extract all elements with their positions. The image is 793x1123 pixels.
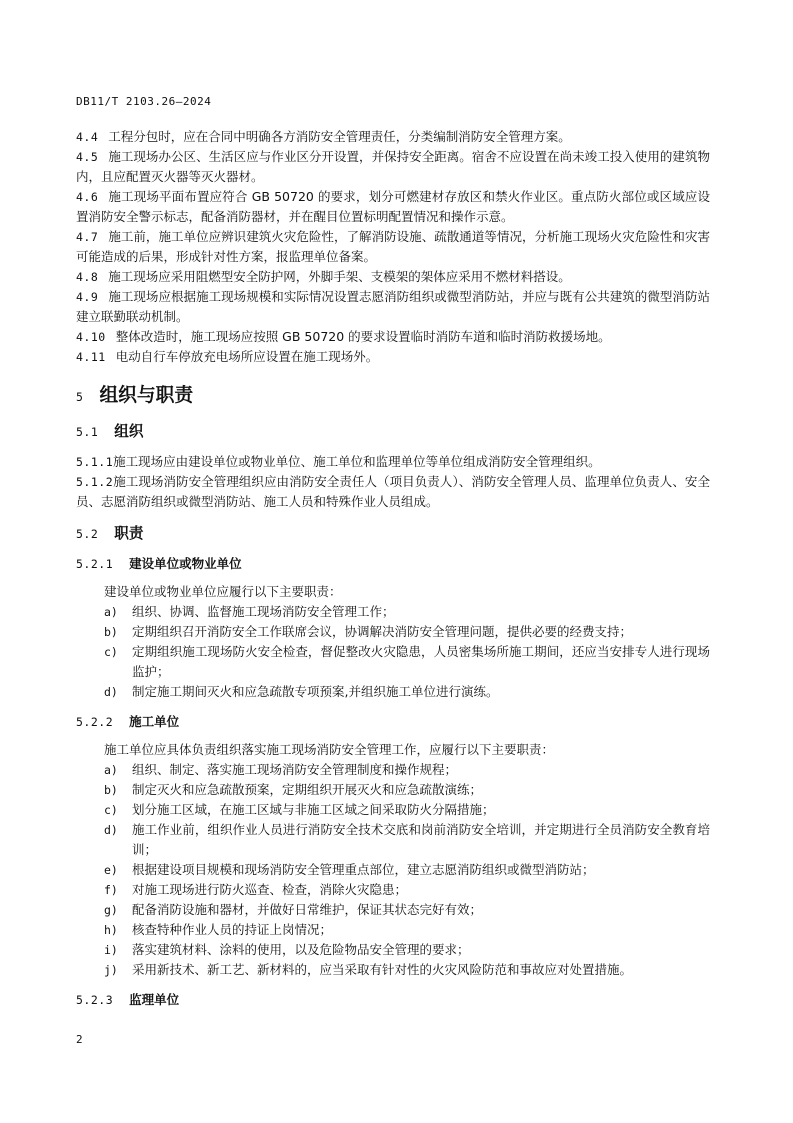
clause-4-7: 4.7 施工前，施工单位应辨识建筑火灾危险性，了解消防设施、疏散通道等情况，分析施工现场火灾危险性和灾害可能造成的后果，形成针对性方案，报监理单位备案。 [76,229,710,264]
list-item: a) 组织、协调、监督施工现场消防安全管理工作； [104,604,395,619]
list-item: e) 根据建设项目规模和现场消防安全管理重点部位，建立志愿消防组织或微型消防站； [104,862,595,877]
section-5-heading: 5 组织与职责 [76,385,194,406]
list-item: d) 制定施工期间灭火和应急疏散专项预案,并组织施工单位进行演练。 [104,684,499,699]
list-item: a) 组织、制定、落实施工现场消防安全管理制度和操作规程； [104,762,458,777]
clause-4-11: 4.11 电动自行车停放充电场所应设置在施工现场外。 [76,349,379,364]
clause-4-4: 4.4 工程分包时，应在合同中明确各方消防安全管理责任，分类编制消防安全管理方案。 [76,129,571,144]
clause-4-8: 4.8 施工现场应采用阻燃型安全防护网，外脚手架、支模架的架体应采用不燃材料搭设。 [76,269,571,284]
page-number: 2 [76,1033,83,1046]
section-5-2-1-intro: 建设单位或物业单位应履行以下主要职责： [104,584,342,599]
list-item: h) 核查特种作业人员的持证上岗情况； [104,922,333,937]
clause-4-6: 4.6 施工现场平面布置应符合 GB 50720 的要求，划分可燃建材存放区和禁火作业区。重点防火部位或区域应设置消防安全警示标志，配备消防器材，并在醒目位置标明配置情况和操作示意。 [76,189,710,224]
list-item: b) 制定灭火和应急疏散预案，定期组织开展灭火和应急疏散演练； [104,782,483,797]
list-item: f) 对施工现场进行防火巡查、检查，消除火灾隐患； [104,882,408,897]
clause-5-1-1: 5.1.1施工现场应由建设单位或物业单位、施工单位和监理单位等单位组成消防安全管理组织。 [76,454,601,469]
section-5-2-3-heading: 5.2.3 监理单位 [76,992,180,1007]
clause-4-9: 4.9 施工现场应根据施工现场规模和实际情况设置志愿消防组织或微型消防站，并应与既有公共建筑的微型消防站建立联勤联动机制。 [76,289,710,324]
clause-4-5: 4.5 施工现场办公区、生活区应与作业区分开设置，并保持安全距离。宿舍不应设置在尚未竣工投入使用的建筑物内，且应配置灭火器等灭火器材。 [76,149,710,184]
section-5-1-heading: 5.1 组织 [76,423,144,440]
section-5-2-2-heading: 5.2.2 施工单位 [76,714,180,729]
list-item: g) 配备消防设施和器材，并做好日常维护，保证其状态完好有效； [104,902,483,917]
document-body [76,127,710,1018]
section-5-2-heading: 5.2 职责 [76,525,144,542]
section-5-2-2-duties [76,760,710,980]
list-item: b) 定期组织召开消防安全工作联席会议，协调解决消防安全管理问题，提供必要的经费支持； [104,624,633,639]
section-4-clauses [76,127,710,367]
clause-5-1-2: 5.1.2施工现场消防安全管理组织应由消防安全责任人（项目负责人）、消防安全管理人员、监理单位负责人、安全员、志愿消防组织或微型消防站、施工人员和特殊作业人员组成。 [76,474,710,509]
section-5-2-1-heading: 5.2.1 建设单位或物业单位 [76,556,242,571]
list-item: c) 定期组织施工现场防火安全检查，督促整改火灾隐患，人员密集场所施工期间，还应当安排专人进行现场监护； [104,644,710,679]
section-5-2-1-duties [76,602,710,702]
clause-4-10: 4.10 整体改造时，施工现场应按照 GB 50720 的要求设置临时消防车道和临时消防救援场地。 [76,329,611,344]
list-item: d) 施工作业前，组织作业人员进行消防安全技术交底和岗前消防安全培训，并定期进行全员消防安全教育培训； [104,822,710,857]
section-5-2-2-intro: 施工单位应具体负责组织落实施工现场消防安全管理工作，应履行以下主要职责： [104,742,555,757]
list-item: j) 采用新技术、新工艺、新材料的，应当采取有针对性的火灾风险防范和事故应对处置措施。 [104,962,633,977]
list-item: c) 划分施工区域，在施工区域与非施工区域之间采取防火分隔措施； [104,802,495,817]
list-item: i) 落实建筑材料、涂料的使用，以及危险物品安全管理的要求； [104,942,470,957]
page-header-standard-id: DB11/T 2103.26—2024 [76,95,212,108]
